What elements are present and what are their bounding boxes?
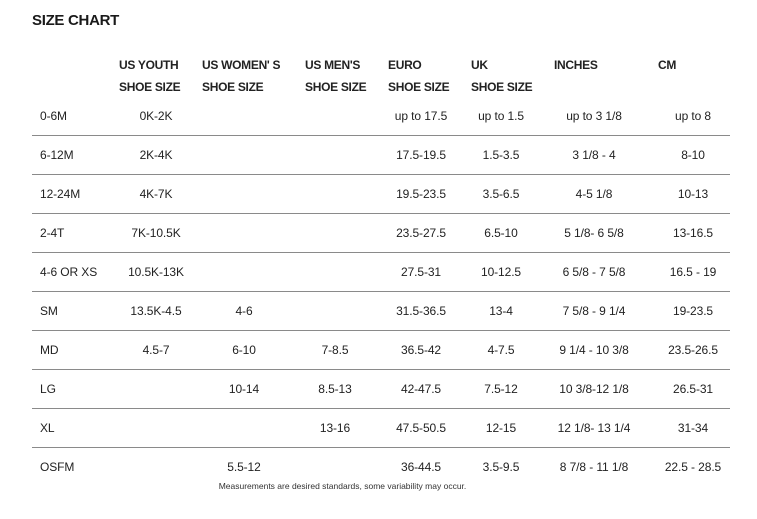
table-cell: 36-44.5: [401, 460, 441, 474]
header-us-womens: US WOMEN' S SHOE SIZE: [202, 58, 281, 94]
table-cell: 12-15: [485, 421, 517, 435]
table-cell: 36.5-42: [401, 343, 441, 357]
table-cell: 42-47.5: [401, 382, 441, 396]
table-cell: 6-10: [232, 343, 256, 357]
table-cell: 4-7.5: [487, 343, 515, 357]
header-us-youth: US YOUTH SHOE SIZE: [119, 58, 181, 94]
table-cell: [202, 136, 286, 174]
table-cell: 13.5K-4.5: [130, 304, 182, 318]
table-cell: [202, 409, 286, 447]
row-size-label: 12-24M: [40, 187, 81, 201]
table-cell: 16.5 - 19: [669, 265, 717, 279]
table-cell: 4-6: [235, 304, 253, 318]
row-size-label: 2-4T: [40, 226, 65, 240]
table-cell: up to 17.5: [394, 109, 448, 123]
table-cell: 8.5-13: [318, 382, 352, 396]
table-cell: [286, 292, 384, 330]
table-cell: 3.5-6.5: [482, 187, 520, 201]
table-cell: 12 1/8- 13 1/4: [557, 421, 631, 435]
table-cell: [286, 214, 384, 252]
table-cell: 23.5-27.5: [396, 226, 446, 240]
page-title: SIZE CHART: [32, 12, 120, 29]
table-row: [32, 331, 730, 370]
table-cell: 17.5-19.5: [396, 148, 446, 162]
table-cell: 10-13: [677, 187, 709, 201]
table-cell: 19-23.5: [673, 304, 713, 318]
table-cell: up to 8: [675, 109, 711, 123]
table-cell: 19.5-23.5: [396, 187, 446, 201]
table-cell: 5.5-12: [227, 460, 261, 474]
header-uk: UK SHOE SIZE: [471, 58, 533, 94]
table-cell: 5 1/8- 6 5/8: [564, 226, 624, 240]
table-cell: 31.5-36.5: [396, 304, 446, 318]
table-cell: 10-12.5: [481, 265, 521, 279]
table-cell: 22.5 - 28.5: [664, 460, 722, 474]
table-cell: 7K-10.5K: [131, 226, 181, 240]
table-cell: 1.5-3.5: [482, 148, 520, 162]
row-size-label: SM: [40, 304, 58, 318]
table-cell: 7.5-12: [484, 382, 518, 396]
table-row: [32, 253, 730, 292]
table-cell: 23.5-26.5: [668, 343, 718, 357]
table-cell: 2K-4K: [139, 148, 173, 162]
header-inches: INCHES: [554, 58, 598, 72]
table-cell: 8 7/8 - 11 1/8: [559, 460, 629, 474]
table-cell: [202, 253, 286, 291]
table-row: [32, 97, 730, 136]
table-cell: 4-5 1/8: [575, 187, 613, 201]
table-cell: [286, 253, 384, 291]
row-size-label: XL: [40, 421, 55, 435]
header-us-mens: US MEN'S SHOE SIZE: [305, 58, 367, 94]
row-size-label: MD: [40, 343, 59, 357]
table-cell: [202, 175, 286, 213]
table-cell: 4K-7K: [139, 187, 173, 201]
row-size-label: LG: [40, 382, 56, 396]
table-cell: 10 3/8-12 1/8: [559, 382, 629, 396]
table-cell: 13-16: [319, 421, 351, 435]
table-header: [0, 54, 757, 98]
table-cell: 26.5-31: [673, 382, 713, 396]
table-cell: up to 1.5: [478, 109, 524, 123]
header-euro: EURO SHOE SIZE: [388, 58, 450, 94]
table-cell: 3.5-9.5: [482, 460, 520, 474]
table-row: [32, 214, 730, 253]
table-cell: 31-34: [677, 421, 709, 435]
table-cell: 13-16.5: [673, 226, 713, 240]
table-row: [32, 409, 730, 448]
table-cell: 4.5-7: [142, 343, 170, 357]
table-cell: [286, 175, 384, 213]
table-cell: [106, 409, 206, 447]
table-cell: 9 1/4 - 10 3/8: [559, 343, 629, 357]
table-cell: 8-10: [681, 148, 705, 162]
table-row: [32, 175, 730, 214]
table-cell: 0K-2K: [139, 109, 173, 123]
row-size-label: 0-6M: [40, 109, 67, 123]
table-cell: up to 3 1/8: [566, 109, 622, 123]
table-cell: [286, 136, 384, 174]
table-cell: 10-14: [228, 382, 260, 396]
table-cell: 7 5/8 - 9 1/4: [562, 304, 626, 318]
table-cell: 6.5-10: [484, 226, 518, 240]
row-size-label: 6-12M: [40, 148, 74, 162]
table-cell: 7-8.5: [321, 343, 349, 357]
row-size-label: 4-6 OR XS: [40, 265, 98, 279]
table-cell: [202, 97, 286, 135]
footnote: Measurements are desired standards, some variability may occur.: [218, 481, 467, 491]
table-cell: 6 5/8 - 7 5/8: [562, 265, 626, 279]
table-row: [32, 292, 730, 331]
table-cell: 3 1/8 - 4: [572, 148, 616, 162]
table-cell: 13-4: [489, 304, 513, 318]
table-cell: [202, 214, 286, 252]
row-size-label: OSFM: [40, 460, 75, 474]
header-cm: CM: [658, 58, 677, 72]
table-cell: [286, 97, 384, 135]
table-cell: 27.5-31: [401, 265, 441, 279]
table-cell: [106, 370, 206, 408]
table-cell: 10.5K-13K: [128, 265, 184, 279]
table-row: [32, 370, 730, 409]
table-cell: 47.5-50.5: [396, 421, 446, 435]
table-row: [32, 136, 730, 175]
